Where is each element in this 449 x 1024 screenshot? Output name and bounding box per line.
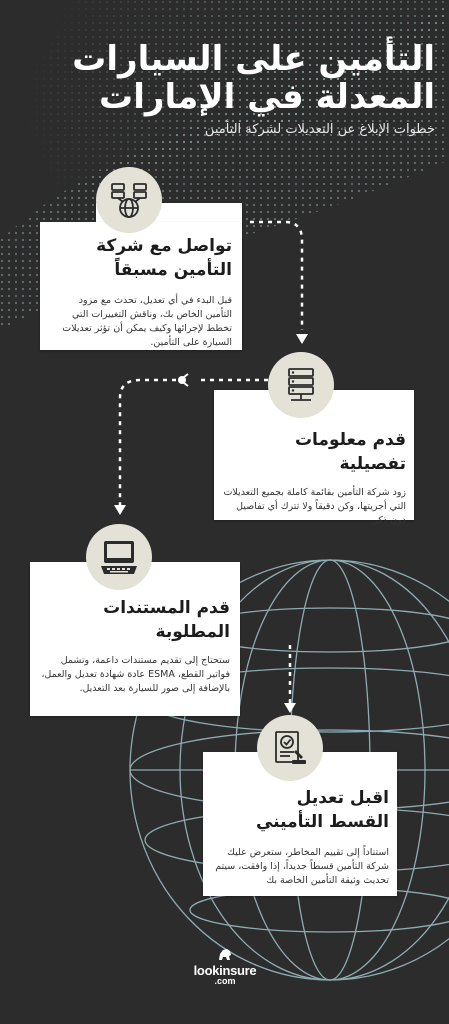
step-1-title: تواصل مع شركة التأمين مسبقاً bbox=[96, 236, 232, 280]
server-icon bbox=[281, 365, 321, 405]
certificate-icon bbox=[270, 728, 310, 768]
page-subtitle: خطوات الإبلاغ عن التعديلات لشركة التأمين bbox=[204, 122, 435, 137]
step-1-card bbox=[40, 222, 242, 350]
step-4-text: استناداً إلى تقييم المخاطر، ستعرض عليك شركة التأمين قسطاً جديداً، إذا وافقت، سيتم تحديث وثيقة التأمين الخاصة بك bbox=[215, 847, 389, 886]
lion-icon bbox=[217, 948, 233, 962]
brand-logo bbox=[190, 948, 260, 986]
laptop-icon bbox=[98, 536, 140, 578]
step-1-icon-badge bbox=[96, 167, 162, 233]
step-3-title: قدم المستندات المطلوبة bbox=[103, 598, 230, 642]
step-4-icon-badge bbox=[257, 715, 323, 781]
step-2-text: زود شركة التأمين بقائمة كاملة بجميع التعديلات التي أجريتها، وكن دقيقاً ولا تترك أي تفاصيل دون ذكر bbox=[223, 487, 406, 526]
step-2-icon-badge bbox=[268, 352, 334, 418]
step-3-icon-badge bbox=[86, 524, 152, 590]
brand-name: lookinsure bbox=[193, 963, 257, 978]
brand-suffix: .com bbox=[214, 976, 236, 986]
page-title: التأمين على السيارات المعدلة في الإمارات bbox=[72, 39, 435, 117]
step-1-text: قبل البدء في أي تعديل، تحدث مع مزود التأمين الخاص بك، وناقش التغييرات التي تخطط لإجرائها وكيف يمكن أن تؤثر تعديلات السيارة على التأمين. bbox=[62, 295, 232, 348]
step-2-title: قدم معلومات تفصيلية bbox=[294, 430, 406, 474]
step-3-text: ستحتاج إلى تقديم مستندات داعمة، وتشمل فواتير القطع، ESMA عادة شهادة تعديل والعمل، بالإضافة إلى صور للسيارة بعد التعديل. bbox=[41, 655, 230, 694]
step-4-title: اقبل تعديل القسط التأميني bbox=[255, 788, 389, 832]
server-globe-icon bbox=[109, 180, 149, 220]
